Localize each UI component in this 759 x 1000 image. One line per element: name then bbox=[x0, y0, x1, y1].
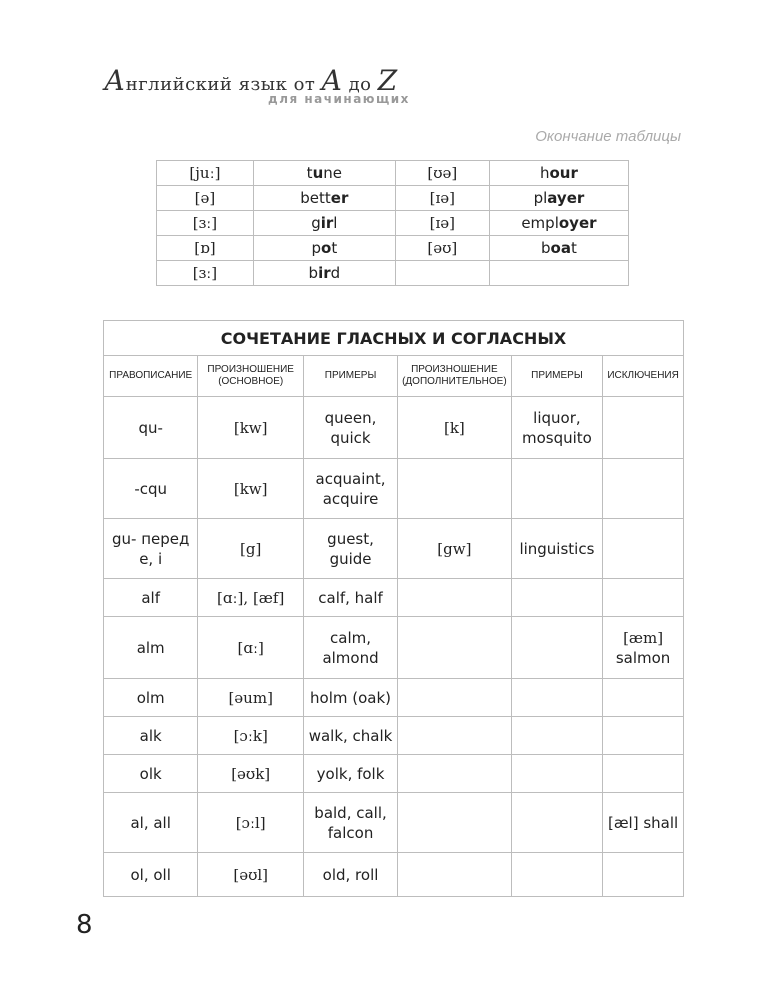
examples2-cell bbox=[511, 679, 603, 717]
table-row bbox=[157, 236, 629, 261]
exceptions-cell bbox=[603, 717, 684, 755]
spelling-cell: alm bbox=[104, 617, 198, 679]
ipa-cell: [ɜː] bbox=[157, 211, 254, 236]
table-title: СОЧЕТАНИЕ ГЛАСНЫХ И СОГЛАСНЫХ bbox=[104, 321, 684, 356]
examples-cell: calf, half bbox=[304, 579, 398, 617]
title-letter-z: Z bbox=[377, 64, 398, 97]
examples2-cell bbox=[511, 755, 603, 793]
table-row bbox=[104, 519, 684, 579]
spelling-cell: olm bbox=[104, 679, 198, 717]
examples-cell: acquaint, acquire bbox=[304, 459, 398, 519]
spelling-cell: qu- bbox=[104, 397, 198, 459]
examples2-cell bbox=[511, 793, 603, 853]
word-cell: bird bbox=[253, 261, 395, 286]
examples-cell: queen, quick bbox=[304, 397, 398, 459]
header-pron-extra: ПРОИЗНОШЕНИЕ (ДОПОЛНИТЕЛЬНОЕ) bbox=[398, 356, 512, 397]
table-row bbox=[104, 397, 684, 459]
pron-cell: [ɔːk] bbox=[198, 717, 304, 755]
header-pron-main: ПРОИЗНОШЕНИЕ (ОСНОВНОЕ) bbox=[198, 356, 304, 397]
table-row bbox=[104, 579, 684, 617]
pron2-cell bbox=[398, 679, 512, 717]
exceptions-cell bbox=[603, 519, 684, 579]
examples2-cell bbox=[511, 717, 603, 755]
ipa-cell: [ɪə] bbox=[395, 211, 489, 236]
table-row bbox=[104, 853, 684, 897]
spelling-cell: -cqu bbox=[104, 459, 198, 519]
ipa-cell: [ɒ] bbox=[157, 236, 254, 261]
pron2-cell bbox=[398, 793, 512, 853]
table-row bbox=[157, 186, 629, 211]
title-letter-a: А bbox=[104, 64, 126, 97]
ipa-cell: [juː] bbox=[157, 161, 254, 186]
book-subtitle: для начинающих bbox=[268, 92, 410, 106]
examples2-cell bbox=[511, 853, 603, 897]
pron-cell: [əʊk] bbox=[198, 755, 304, 793]
examples-cell: walk, chalk bbox=[304, 717, 398, 755]
table-row bbox=[104, 793, 684, 853]
table-row bbox=[104, 717, 684, 755]
ipa-cell: [ə] bbox=[157, 186, 254, 211]
ipa-cell: [ɪə] bbox=[395, 186, 489, 211]
pron-cell: [g] bbox=[198, 519, 304, 579]
table-header-row bbox=[104, 356, 684, 397]
header-spelling: ПРАВОПИСАНИЕ bbox=[104, 356, 198, 397]
examples-cell: old, roll bbox=[304, 853, 398, 897]
examples-cell: bald, call, falcon bbox=[304, 793, 398, 853]
examples-cell: guest, guide bbox=[304, 519, 398, 579]
title-text-2: до bbox=[342, 74, 378, 95]
pron2-cell bbox=[398, 579, 512, 617]
header-exceptions: ИСКЛЮЧЕНИЯ bbox=[603, 356, 684, 397]
table-row bbox=[104, 617, 684, 679]
table-row bbox=[157, 261, 629, 286]
word-cell: better bbox=[253, 186, 395, 211]
word-cell: boat bbox=[489, 236, 628, 261]
examples-cell: holm (oak) bbox=[304, 679, 398, 717]
pron2-cell bbox=[398, 853, 512, 897]
exceptions-cell bbox=[603, 755, 684, 793]
pron2-cell: [k] bbox=[398, 397, 512, 459]
exceptions-cell bbox=[603, 853, 684, 897]
spelling-cell: al, all bbox=[104, 793, 198, 853]
pron2-cell bbox=[398, 617, 512, 679]
word-cell: hour bbox=[489, 161, 628, 186]
pron2-cell bbox=[398, 717, 512, 755]
vowel-consonant-table bbox=[103, 320, 684, 897]
title-text-1: нглийский язык от bbox=[125, 74, 322, 95]
word-cell: tune bbox=[253, 161, 395, 186]
exceptions-cell bbox=[603, 579, 684, 617]
table-row bbox=[104, 679, 684, 717]
exceptions-cell: [æm] salmon bbox=[603, 617, 684, 679]
pron-cell: [kw] bbox=[198, 397, 304, 459]
exceptions-cell bbox=[603, 679, 684, 717]
pron-cell: [əum] bbox=[198, 679, 304, 717]
word-cell: pot bbox=[253, 236, 395, 261]
header-examples-2: ПРИМЕРЫ bbox=[511, 356, 603, 397]
spelling-cell: alf bbox=[104, 579, 198, 617]
pron-cell: [ɑː], [æf] bbox=[198, 579, 304, 617]
pron-cell: [əʊl] bbox=[198, 853, 304, 897]
pron2-cell bbox=[398, 459, 512, 519]
spelling-cell: ol, oll bbox=[104, 853, 198, 897]
ipa-cell: [ɜː] bbox=[157, 261, 254, 286]
table-row bbox=[157, 161, 629, 186]
ipa-cell bbox=[395, 261, 489, 286]
pron-cell: [kw] bbox=[198, 459, 304, 519]
word-cell: player bbox=[489, 186, 628, 211]
exceptions-cell: [æl] shall bbox=[603, 793, 684, 853]
ipa-cell: [ʊə] bbox=[395, 161, 489, 186]
table-row bbox=[104, 459, 684, 519]
spelling-cell: olk bbox=[104, 755, 198, 793]
pron-cell: [ɑː] bbox=[198, 617, 304, 679]
examples-cell: yolk, folk bbox=[304, 755, 398, 793]
word-cell bbox=[489, 261, 628, 286]
exceptions-cell bbox=[603, 459, 684, 519]
word-cell: employer bbox=[489, 211, 628, 236]
ipa-cell: [əʊ] bbox=[395, 236, 489, 261]
table-row bbox=[157, 211, 629, 236]
header-examples: ПРИМЕРЫ bbox=[304, 356, 398, 397]
vowel-table-continued bbox=[156, 160, 629, 286]
pron2-cell: [gw] bbox=[398, 519, 512, 579]
title-letter-a-big: A bbox=[321, 64, 343, 97]
spelling-cell: gu- перед e, i bbox=[104, 519, 198, 579]
examples2-cell bbox=[511, 459, 603, 519]
examples-cell: calm, almond bbox=[304, 617, 398, 679]
examples2-cell: liquor, mosquito bbox=[511, 397, 603, 459]
word-cell: girl bbox=[253, 211, 395, 236]
examples2-cell: linguistics bbox=[511, 519, 603, 579]
examples2-cell bbox=[511, 579, 603, 617]
table-row bbox=[104, 755, 684, 793]
pron-cell: [ɔːl] bbox=[198, 793, 304, 853]
pron2-cell bbox=[398, 755, 512, 793]
continuation-label: Окончание таблицы bbox=[535, 128, 681, 145]
page-number: 8 bbox=[76, 910, 93, 940]
table-title-row bbox=[104, 321, 684, 356]
spelling-cell: alk bbox=[104, 717, 198, 755]
exceptions-cell bbox=[603, 397, 684, 459]
examples2-cell bbox=[511, 617, 603, 679]
